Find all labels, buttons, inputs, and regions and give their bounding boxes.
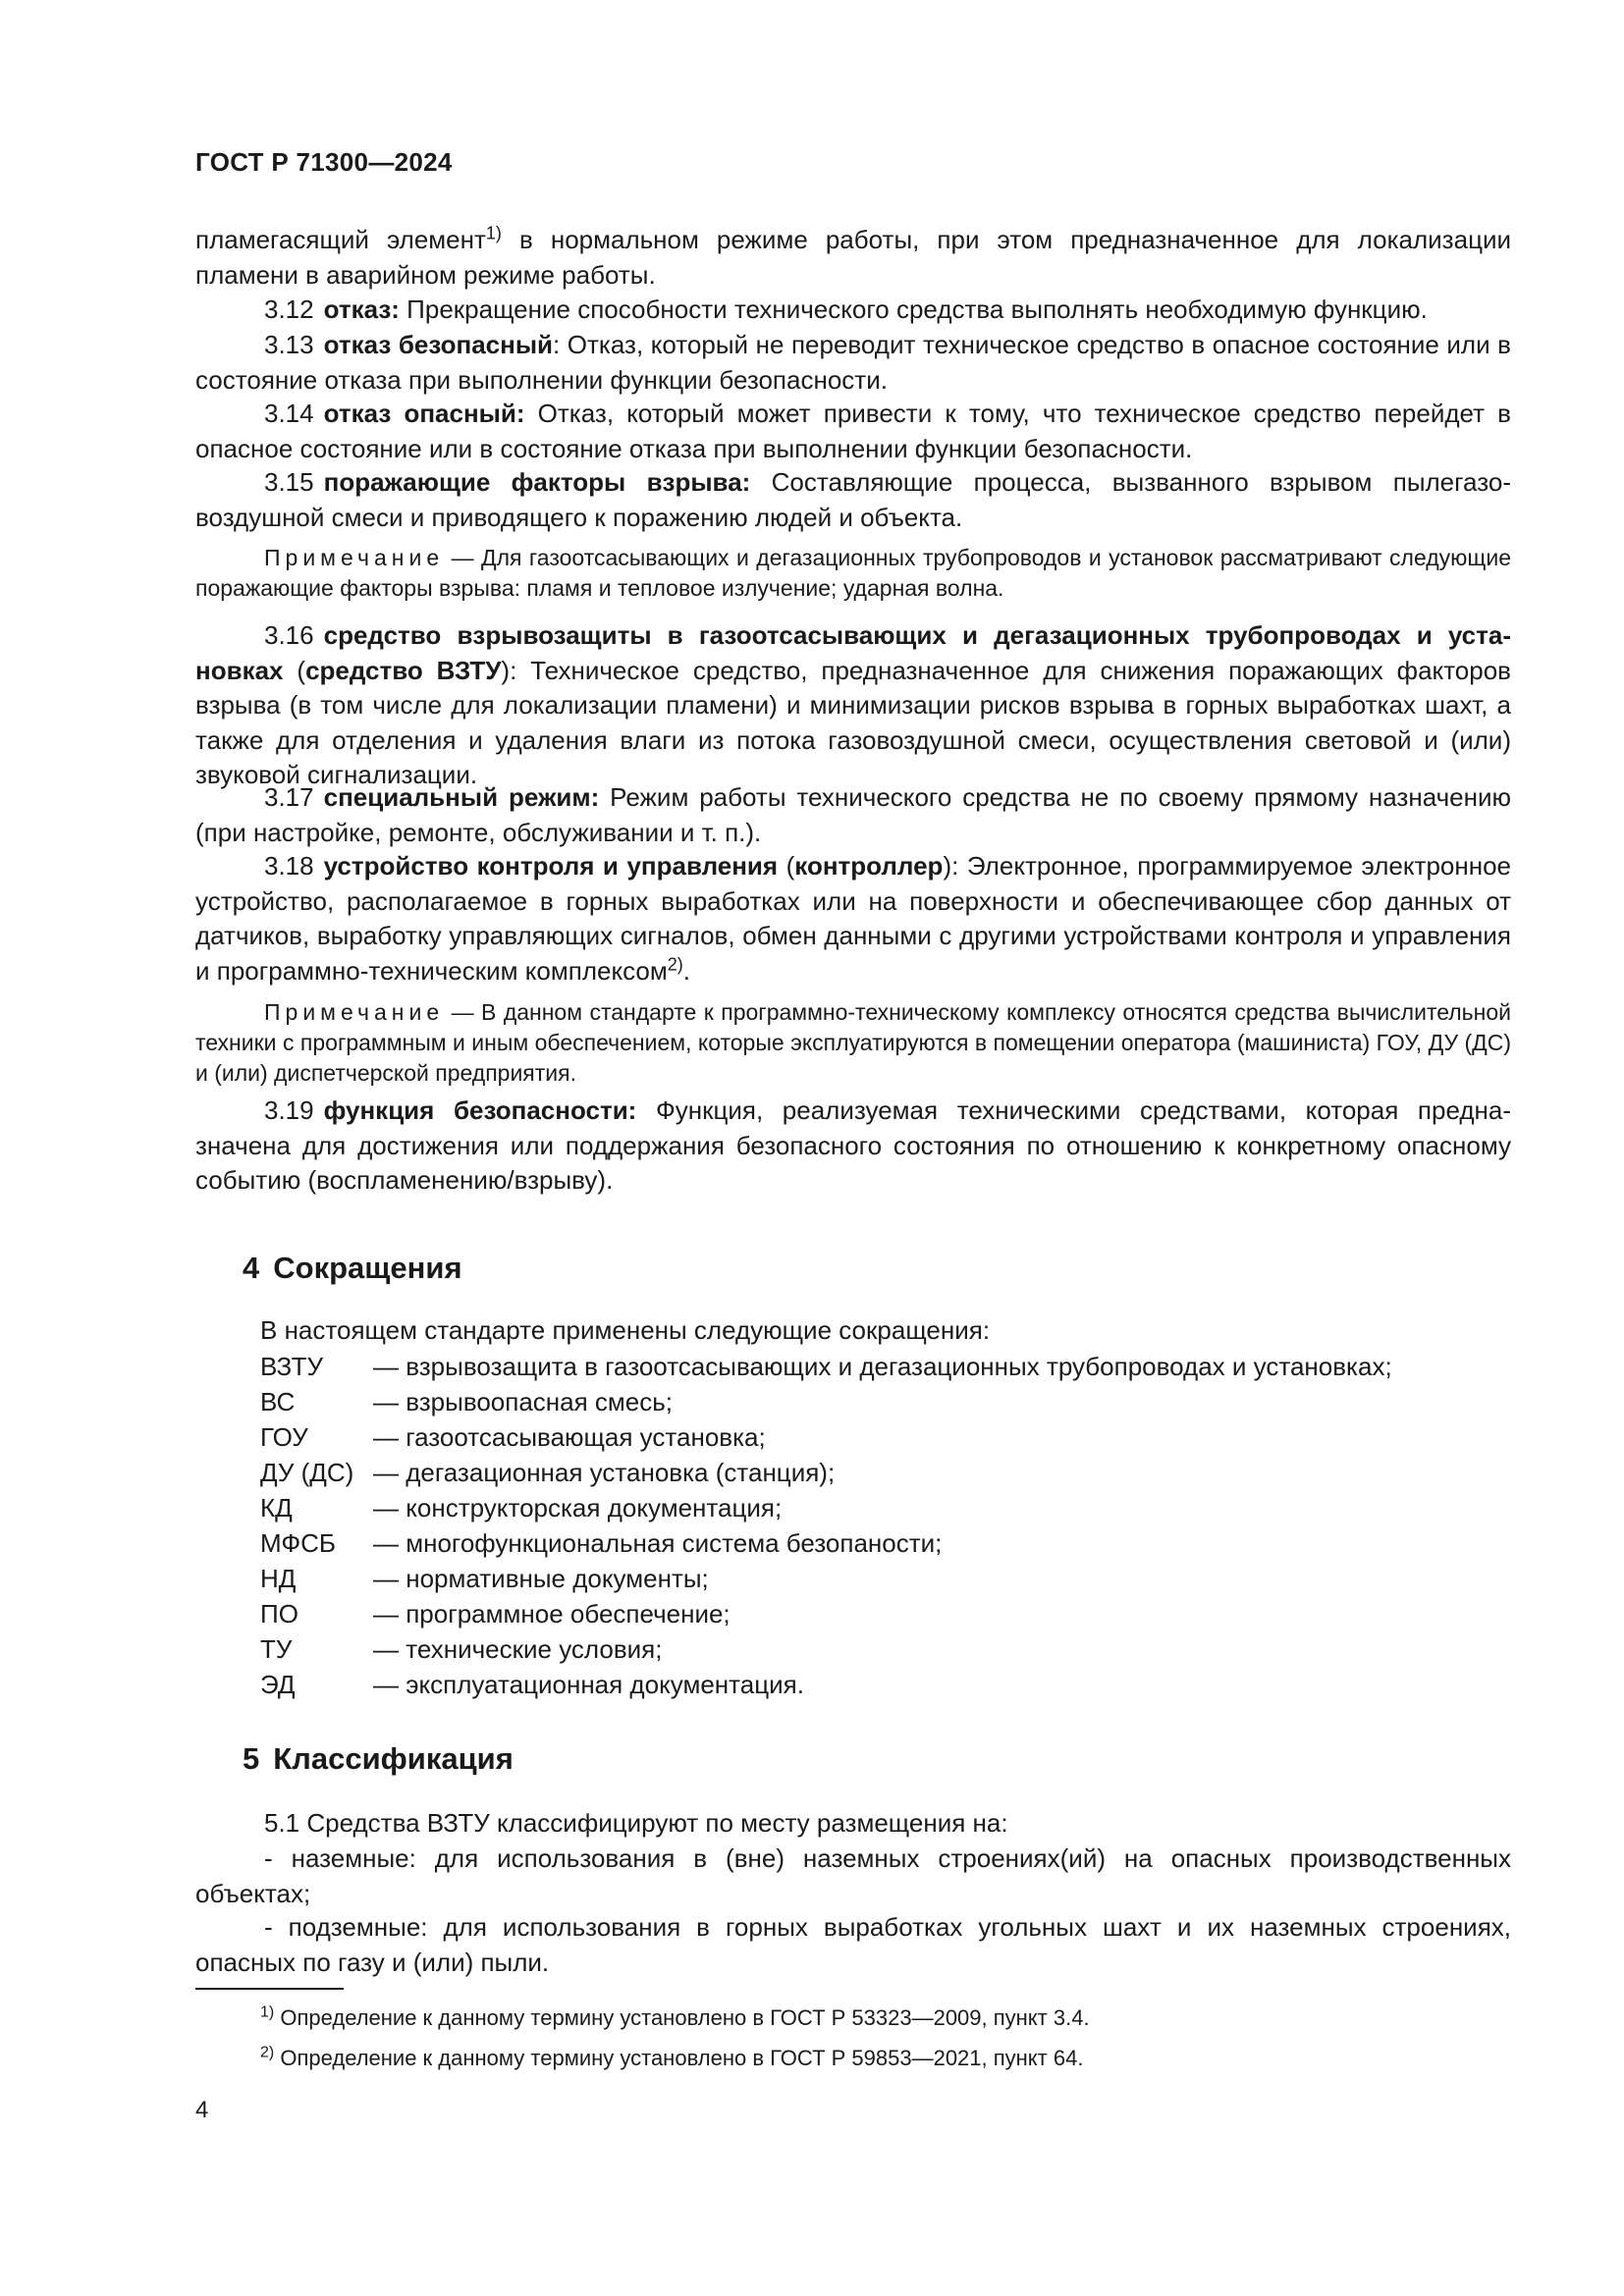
term-title: поражающие факторы взрыва:	[323, 467, 751, 497]
abbreviation-item: ПО — программное обеспечение;	[260, 1599, 731, 1629]
abbreviation-item: КД — конструкторская документация;	[260, 1493, 783, 1522]
clause-5-1: 5.1 Средства ВЗТУ классифицируют по месту размещения на:	[264, 1808, 1008, 1838]
term-3-19: 3.19 функция безопасности: Функция, реализуемая техническими средствами, которая предназначена для достижения или поддержания безопасного состояния по отношению к конкретному опасному событию (воспламенению/взрыву).	[195, 1095, 1511, 1195]
term-3-15: 3.15 поражающие факторы взрыва: Составляющие процесса, вызванного взрывом пылегазовоздушной смеси и приводящего к поражению людей и объекта.	[195, 467, 1511, 532]
abbreviation-item: ДУ (ДС) — дегазационная установка (станция);	[260, 1458, 836, 1487]
term-title: отказ безопасный	[323, 330, 554, 359]
classification-item-ground: - наземные: для использования в (вне) наземных строениях(ий) на опасных производственных объектах;	[195, 1843, 1511, 1908]
term-3-17: 3.17 специальный режим: Режим работы технического средства не по своему прямому назначению (при настройке, ремонте, обслуживании и т. п.).	[195, 782, 1511, 847]
abbreviation-item: ВС — взрывоопасная смесь;	[260, 1387, 674, 1416]
footnote-1: $^{1)}$ Определение к данному термину установлено в ГОСТ Р 53323—2009, пункт 3.4.	[260, 2003, 1090, 2030]
intro-paragraph: пламегасящий элемент$^{1)}$ в нормальном режиме работы, при этом предназначенное для локализации пламени в аварийном режиме работы.	[195, 223, 1512, 290]
document-code: ГОСТ Р 71300—2024	[195, 147, 453, 177]
term-3-14: 3.14 отказ опасный: Отказ, который может привести к тому, что техническое средство перейдет в опасное состояние или в состояние отказа при выполнении функции безопасности.	[195, 399, 1511, 463]
abbreviation-item: ВЗТУ — взрывозащита в газоотсасывающих и дегазационных трубопроводах и установках;	[260, 1352, 1392, 1381]
footnote-ref-2[interactable]: 2)	[667, 953, 683, 974]
term-3-18: 3.18 устройство контроля и управления (контроллер): Электронное, программируемое электронное устройство, располагаемое в горных выработках или на поверхности и обеспечивающее сбор данных от датчиков, выработку управляющих сигналов, обмен данными с другими устройствами контроля и управления и программно-техническим комплексом$^{2)}$.	[195, 851, 1511, 986]
term-title: специальный режим:	[323, 782, 600, 812]
abbreviation-item: ГОУ — газоотсасывающая установка;	[260, 1422, 766, 1452]
footnote-ref-1[interactable]: 1)	[485, 223, 502, 243]
term-title: устройство контроля и управления	[323, 851, 779, 881]
page-number: 4	[195, 2097, 209, 2123]
term-3-16: 3.16 средство взрывозащиты в газоотсасывающих и дегазационных трубопроводах и установках (средство ВЗТУ): Техническое средство, предназначенное для снижения поражающих факторов взрыва (в том числе для локализации пламени) и минимизации рисков взрыва в горных выработках шахт, а также для отделения и удаления влаги из потока газовоздушной смеси, осуществления световой и (или) звуковой сигнализации.	[195, 620, 1511, 789]
term-title: средство взрывозащиты в газоотсасывающих и дегазационных трубопроводах и установках	[195, 620, 1511, 685]
abbreviation-item: МФСБ — многофункциональная система безопаности;	[260, 1528, 943, 1558]
abbreviation-item: ЭД — эксплуатационная документация.	[260, 1670, 804, 1699]
note-1: Примечание — Для газоотсасывающих и дегазационных трубопроводов и установок рассматривают следующие поражающие факторы взрыва: пламя и тепловое излучение; ударная волна.	[195, 545, 1511, 601]
abbreviation-item: НД — нормативные документы;	[260, 1564, 709, 1593]
footnote-separator	[195, 1988, 344, 1990]
term-title: отказ опасный:	[323, 399, 525, 428]
footnote-2: $^{2)}$ Определение к данному термину установлено в ГОСТ Р 59853—2021, пункт 64.	[260, 2044, 1084, 2070]
term-3-12: 3.12 отказ: Прекращение способности технического средства выполнять необходимую функцию.	[264, 294, 1428, 324]
term-title: отказ:	[323, 294, 400, 324]
classification-item-underground: - подземные: для использования в горных выработках угольных шахт и их наземных строениях, опасных по газу и (или) пыли.	[195, 1912, 1511, 1977]
section-4-heading: 4 Сокращения	[243, 1251, 462, 1285]
term-3-13: 3.13 отказ безопасный: Отказ, который не переводит техническое средство в опасное состояние или в состояние отказа при выполнении функции безопасности.	[195, 330, 1511, 395]
abbreviations-intro: В настоящем стандарте применены следующие сокращения:	[260, 1315, 991, 1345]
section-5-heading: 5 Классификация	[243, 1741, 514, 1776]
note-2: Примечание — В данном стандарте к программно-техническому комплексу относятся средства вычислительной техники с программным и иным обеспечением, которые эксплуатируются в помещении оператора (машиниста) ГОУ, ДУ (ДС) и (или) диспетчерской предприятия.	[195, 999, 1511, 1086]
term-title: функция безопасности:	[323, 1095, 637, 1125]
abbreviation-item: ТУ — технические условия;	[260, 1634, 663, 1664]
